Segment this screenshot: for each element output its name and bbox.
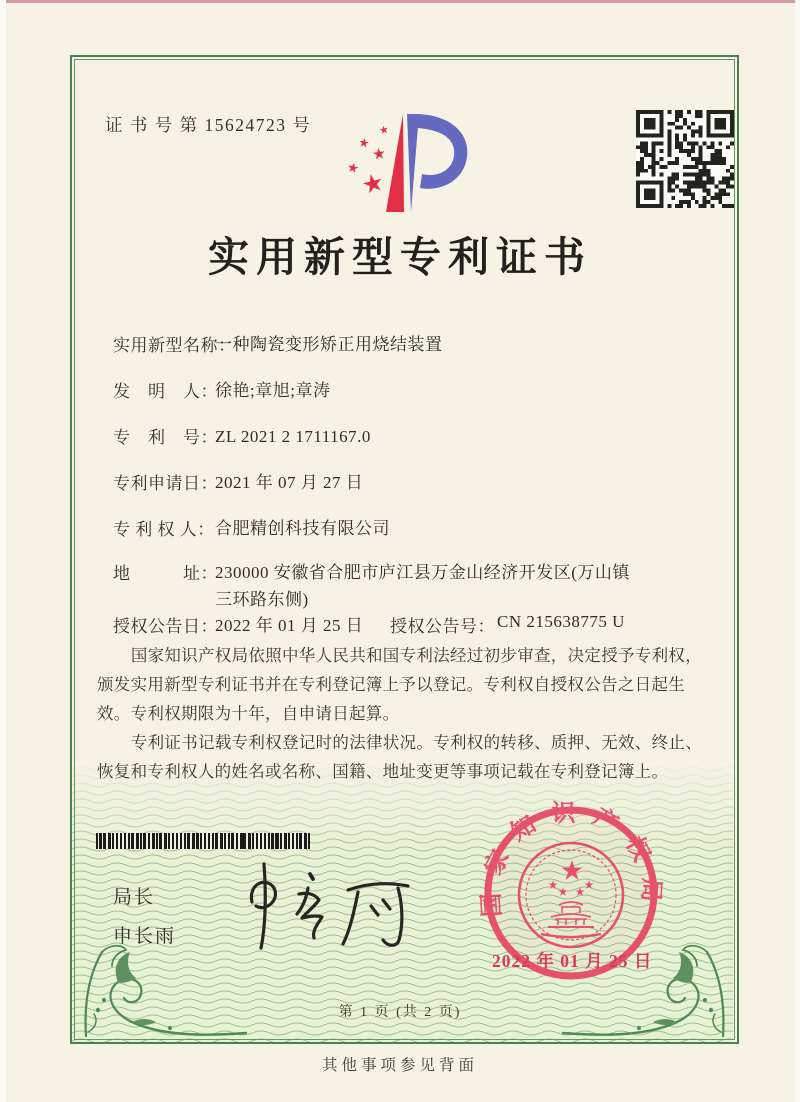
field-value: 合肥精创科技有限公司 bbox=[215, 519, 390, 538]
field-label: 授权公告日： bbox=[113, 617, 218, 636]
legal-text bbox=[97, 641, 711, 786]
barcode bbox=[96, 833, 310, 849]
field-row-filing-date bbox=[113, 469, 713, 494]
field-label: 专 利 号： bbox=[113, 428, 218, 447]
seal-date: 2022 年 01 月 25 日 bbox=[492, 951, 653, 971]
field-label: 地 址： bbox=[113, 564, 218, 583]
field-value: 徐艳;章旭;章涛 bbox=[215, 381, 331, 400]
field-row-grant bbox=[113, 612, 713, 637]
legal-paragraph-2: 专利证书记载专利权登记时的法律状况。专利权的转移、质押、无效、终止、恢复和专利权人的姓名或名称、国籍、地址变更等事项记载在专利登记簿上。 bbox=[97, 733, 703, 781]
director-title: 局长 bbox=[113, 887, 156, 908]
scan-edge-right bbox=[795, 0, 800, 1102]
field-label: 授权公告号： bbox=[390, 617, 495, 636]
legal-paragraph-1: 国家知识产权局依照中华人民共和国专利法经过初步审查，决定授予专利权，颁发实用新型专利证书并在专利登记簿上予以登记。专利权自授权公告之日起生效。专利权期限为十年，自申请日起算。 bbox=[97, 646, 703, 723]
field-value: 230000 安徽省合肥市庐江县万金山经济开发区(万山镇三环路东侧) bbox=[215, 563, 630, 609]
director-name: 申长雨 bbox=[113, 926, 177, 947]
field-label: 实用新型名称： bbox=[113, 336, 236, 355]
director-signature bbox=[222, 850, 427, 958]
field-row-inventors bbox=[113, 377, 713, 402]
field-row-patent-number bbox=[113, 423, 713, 448]
page-number: 第 1 页 (共 2 页) bbox=[338, 1005, 462, 1020]
certificate-title: 实用新型专利证书 bbox=[208, 234, 592, 280]
qr-code bbox=[636, 110, 734, 208]
certificate-number: 证 书 号 第 15624723 号 bbox=[105, 115, 312, 135]
seal-text: 国家知识产权局 bbox=[478, 801, 664, 918]
field-row-utility-name bbox=[113, 331, 713, 356]
field-value: 一种陶瓷变形矫正用烧结装置 bbox=[215, 335, 443, 354]
scan-edge-top bbox=[0, 0, 800, 3]
field-value: 2022 年 01 月 25 日 bbox=[215, 616, 364, 635]
footer-note: 其他事项参见背面 bbox=[321, 1057, 478, 1074]
field-label: 专利申请日： bbox=[113, 474, 218, 493]
field-label: 专 利 权 人： bbox=[113, 520, 215, 539]
scan-edge-left bbox=[0, 0, 6, 1102]
field-value: CN 215638775 U bbox=[497, 612, 625, 631]
field-row-address bbox=[113, 559, 713, 609]
cnipa-logo-icon bbox=[340, 112, 475, 216]
field-label: 发 明 人： bbox=[113, 382, 218, 401]
field-value: ZL 2021 2 1711167.0 bbox=[215, 427, 371, 446]
field-value: 2021 年 07 月 27 日 bbox=[215, 473, 364, 492]
field-row-patentee bbox=[113, 515, 713, 540]
